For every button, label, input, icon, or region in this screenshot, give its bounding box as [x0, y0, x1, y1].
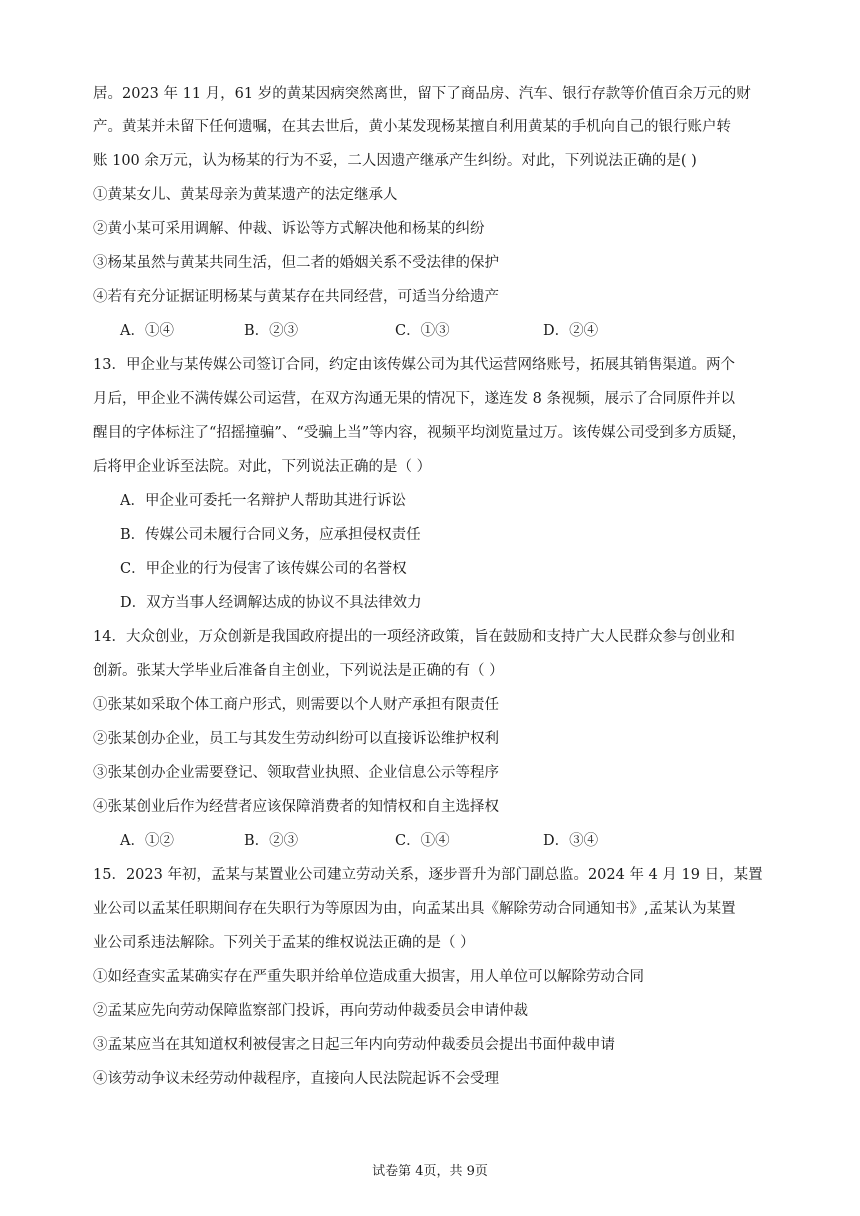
- question-14-statement: ①张某如采取个体工商户形式，则需要以个人财产承担有限责任: [93, 697, 499, 713]
- question-12-statement: ④若有充分证据证明杨某与黄某存在共同经营，可适当分给遗产: [93, 289, 499, 305]
- question-15-stem-line: 业公司以孟某任职期间存在失职行为等原因为由，向孟某出具《解除劳动合同通知书》,孟某认为某置: [93, 901, 736, 917]
- option-c[interactable]: C．①③: [395, 323, 450, 339]
- question-15-statement: ①如经查实孟某确实存在严重失职并给单位造成重大损害，用人单位可以解除劳动合同: [93, 969, 644, 985]
- option-d[interactable]: D．③④: [543, 833, 599, 849]
- question-15-statement: ②孟某应先向劳动保障监察部门投诉，再向劳动仲裁委员会申请仲裁: [93, 1003, 528, 1019]
- question-13-option-a[interactable]: A．甲企业可委托一名辩护人帮助其进行诉讼: [120, 493, 406, 509]
- question-12-statement: ①黄某女儿、黄某母亲为黄某遗产的法定继承人: [93, 187, 398, 203]
- question-14-statement: ②张某创办企业，员工与其发生劳动纠纷可以直接诉讼维护权利: [93, 731, 499, 747]
- question-14-options: [120, 831, 760, 851]
- question-15-stem-line: 15．2023 年初，孟某与某置业公司建立劳动关系，逐步晋升为部门副总监。2024 年 4 月 19 日，某置: [93, 867, 763, 883]
- question-14-stem-line: 创新。张某大学毕业后准备自主创业，下列说法是正确的有（ ）: [93, 663, 504, 679]
- question-13-stem-line: 后将甲企业诉至法院。对此，下列说法正确的是（ ）: [93, 459, 432, 475]
- option-a[interactable]: A．①②: [120, 833, 174, 849]
- question-15-stem-line: 业公司系违法解除。下列关于孟某的维权说法正确的是（ ）: [93, 935, 475, 951]
- question-12-text-line: 产。黄某并未留下任何遗嘱，在其去世后，黄小某发现杨某擅自利用黄某的手机向自己的银行账户转: [93, 119, 731, 135]
- question-15-statement: ③孟某应当在其知道权利被侵害之日起三年内向劳动仲裁委员会提出书面仲裁申请: [93, 1037, 615, 1053]
- option-b[interactable]: B．②③: [244, 323, 299, 339]
- question-12-options: [120, 321, 760, 341]
- question-13-option-d[interactable]: D．双方当事人经调解达成的协议不具法律效力: [120, 595, 422, 611]
- option-b[interactable]: B．②③: [244, 833, 299, 849]
- question-13-option-b[interactable]: B．传媒公司未履行合同义务，应承担侵权责任: [120, 527, 421, 543]
- question-12-statement: ②黄小某可采用调解、仲裁、诉讼等方式解决他和杨某的纠纷: [93, 221, 485, 237]
- question-13-stem-line: 月后，甲企业不满传媒公司运营，在双方沟通无果的情况下，遂连发 8 条视频，展示了合同原件并以: [93, 391, 735, 407]
- question-14-statement: ③张某创办企业需要登记、领取营业执照、企业信息公示等程序: [93, 765, 499, 781]
- question-13-stem-line: 13．甲企业与某传媒公司签订合同，约定由该传媒公司为其代运营网络账号，拓展其销售渠道。两个: [93, 357, 735, 373]
- question-12-text-line: 居。2023 年 11 月，61 岁的黄某因病突然离世，留下了商品房、汽车、银行存款等价值百余万元的财: [93, 86, 751, 102]
- question-15-statement: ④该劳动争议未经劳动仲裁程序，直接向人民法院起诉不会受理: [93, 1071, 499, 1087]
- question-12-statement: ③杨某虽然与黄某共同生活，但二者的婚姻关系不受法律的保护: [93, 255, 499, 271]
- question-13-option-c[interactable]: C．甲企业的行为侵害了该传媒公司的名誉权: [120, 561, 407, 577]
- option-c[interactable]: C．①④: [395, 833, 450, 849]
- page-footer: 试卷第 4页，共 9页: [372, 1164, 488, 1179]
- option-a[interactable]: A．①④: [120, 323, 174, 339]
- question-12-text-line: 账 100 余万元，认为杨某的行为不妥，二人因遗产继承产生纠纷。对此，下列说法正确的是( ): [93, 153, 697, 169]
- question-13-stem-line: 醒目的字体标注了“招摇撞骗”、“受骗上当”等内容，视频平均浏览量过万。该传媒公司受到多方质疑，: [93, 425, 747, 441]
- question-14-statement: ④张某创业后作为经营者应该保障消费者的知情权和自主选择权: [93, 799, 499, 815]
- question-14-stem-line: 14．大众创业，万众创新是我国政府提出的一项经济政策，旨在鼓励和支持广大人民群众参与创业和: [93, 629, 735, 645]
- option-d[interactable]: D．②④: [543, 323, 599, 339]
